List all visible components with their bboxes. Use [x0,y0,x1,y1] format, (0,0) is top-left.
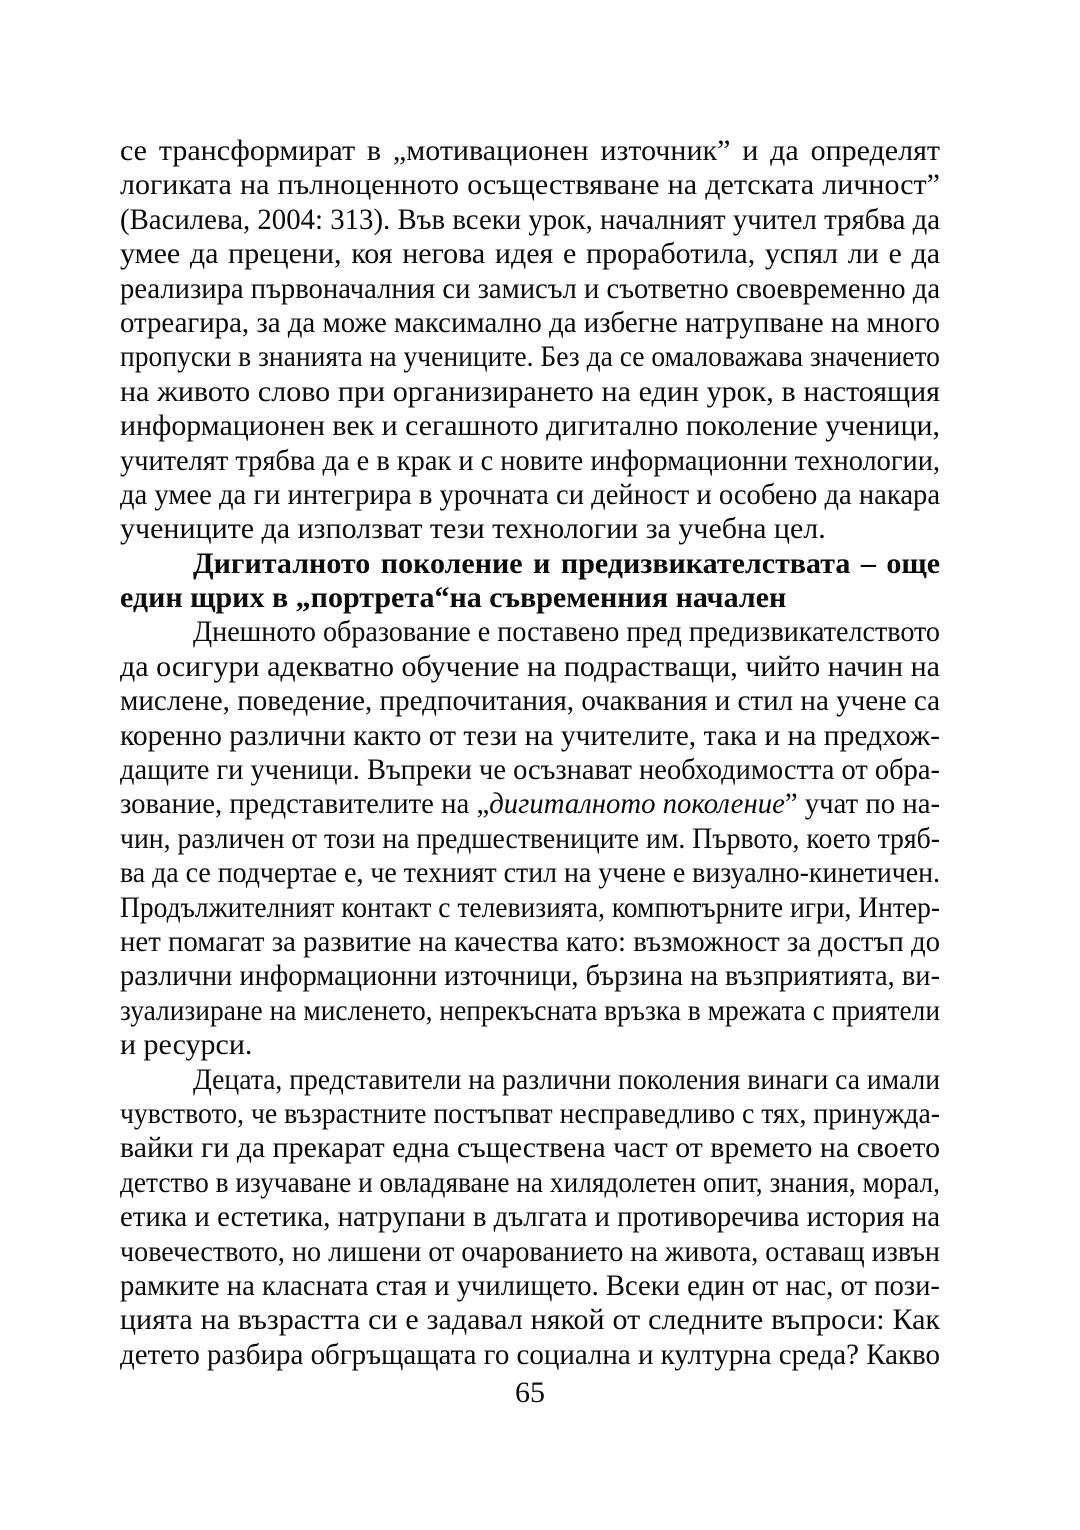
text-line: нет помагат за развитие на качества като: възможност за достъп до [120,924,941,958]
text-line: да умее да ги интегрира в урочната си дейност и особено да накара [120,477,941,511]
text-line: етика и естетика, натрупани в дългата и противоречива история на [120,1200,941,1234]
paragraph [120,134,940,547]
text-line: един щрих в „портрета“на съвременния начален [120,581,787,615]
section-heading [120,547,940,616]
text-line: логиката на пълноценното осъществяване на детската личност” [120,168,940,202]
text-line: Децата, представители на различни поколения винаги са имали [193,1062,941,1096]
text-line: цията на възрастта си е задавал някой от следните въпроси: Как [120,1303,940,1337]
text-line: реализира първоначалния си замисъл и съответно своевременно да [120,271,941,305]
text-line: учителят трябва да е в крак и с новите информационни технологии, [120,443,941,477]
text-line: вайки ги да прекарат една съществена част от времето на своето [120,1131,941,1165]
text-line: и ресурси. [120,1028,253,1062]
text-line: умее да прецени, коя негова идея е проработила, успял ли е да [120,237,941,271]
text-line: чин, различен от този на предшествениците им. Първото, което тряб- [120,821,941,855]
text-line: (Василева, 2004: 313). Във всеки урок, началният учител трябва да [120,202,941,236]
text-line: различни информационни източници, бързина на възприятията, ви- [120,959,940,993]
text-line: чувството, че възрастните постъпват несправедливо с тях, принужда- [120,1096,940,1130]
text-line: се трансформират в „мотивационен източник” и да определят [120,134,941,167]
text-line: коренно различни както от тези на учителите, така и на предхож- [120,718,940,752]
text-line: Дигиталното поколение и предизвикателствата – още [193,546,941,580]
text-line: Днешното образование е поставено пред предизвикателството [193,615,940,649]
text-line: пропуски в знанията на учениците. Без да се омаловажава значението [120,340,940,374]
text-line: рамките на класната стая и училището. Всеки един от нас, от пози- [120,1268,940,1302]
text-line: човечеството, но лишени от очарованието на живота, оставащ извън [120,1234,940,1268]
text-line: Продължителният контакт с телевизията, компютърните игри, Интер- [120,890,940,924]
text-line: зование, представителите на „дигиталното поколение” учат по на- [120,787,941,821]
text-line: информационен век и сегашното дигитално поколение ученици, [120,409,941,443]
text-line: детето разбира обгръщащата го социална и културна среда? Какво [120,1337,940,1371]
text-line: отреагира, за да може максимално да избегне натрупване на много [120,305,940,339]
text-block [120,134,940,1372]
paragraph [120,1063,940,1373]
text-line: учениците да използват тези технологии за учебна цел. [120,512,826,546]
text-line: зуализиране на мисленето, непрекъсната връзка в мрежата с приятели [120,993,941,1027]
text-line: мислене, поведение, предпочитания, очаквания и стил на учене са [120,684,941,718]
text-line: да осигури адекватно обучение на подрастващи, чийто начин на [120,649,940,683]
text-line: дащите ги ученици. Въпреки че осъзнават необходимостта от обра- [120,753,941,787]
text-line: детство в изучаване и овладяване на хилядолетен опит, знания, морал, [120,1165,941,1199]
paragraph [120,615,940,1062]
page-number: 65 [515,1376,545,1409]
text-line: на живото слово при организирането на един урок, в настоящия [120,374,940,408]
text-line: ва да се подчертае е, че техният стил на учене е визуално-кинетичен. [120,856,941,890]
